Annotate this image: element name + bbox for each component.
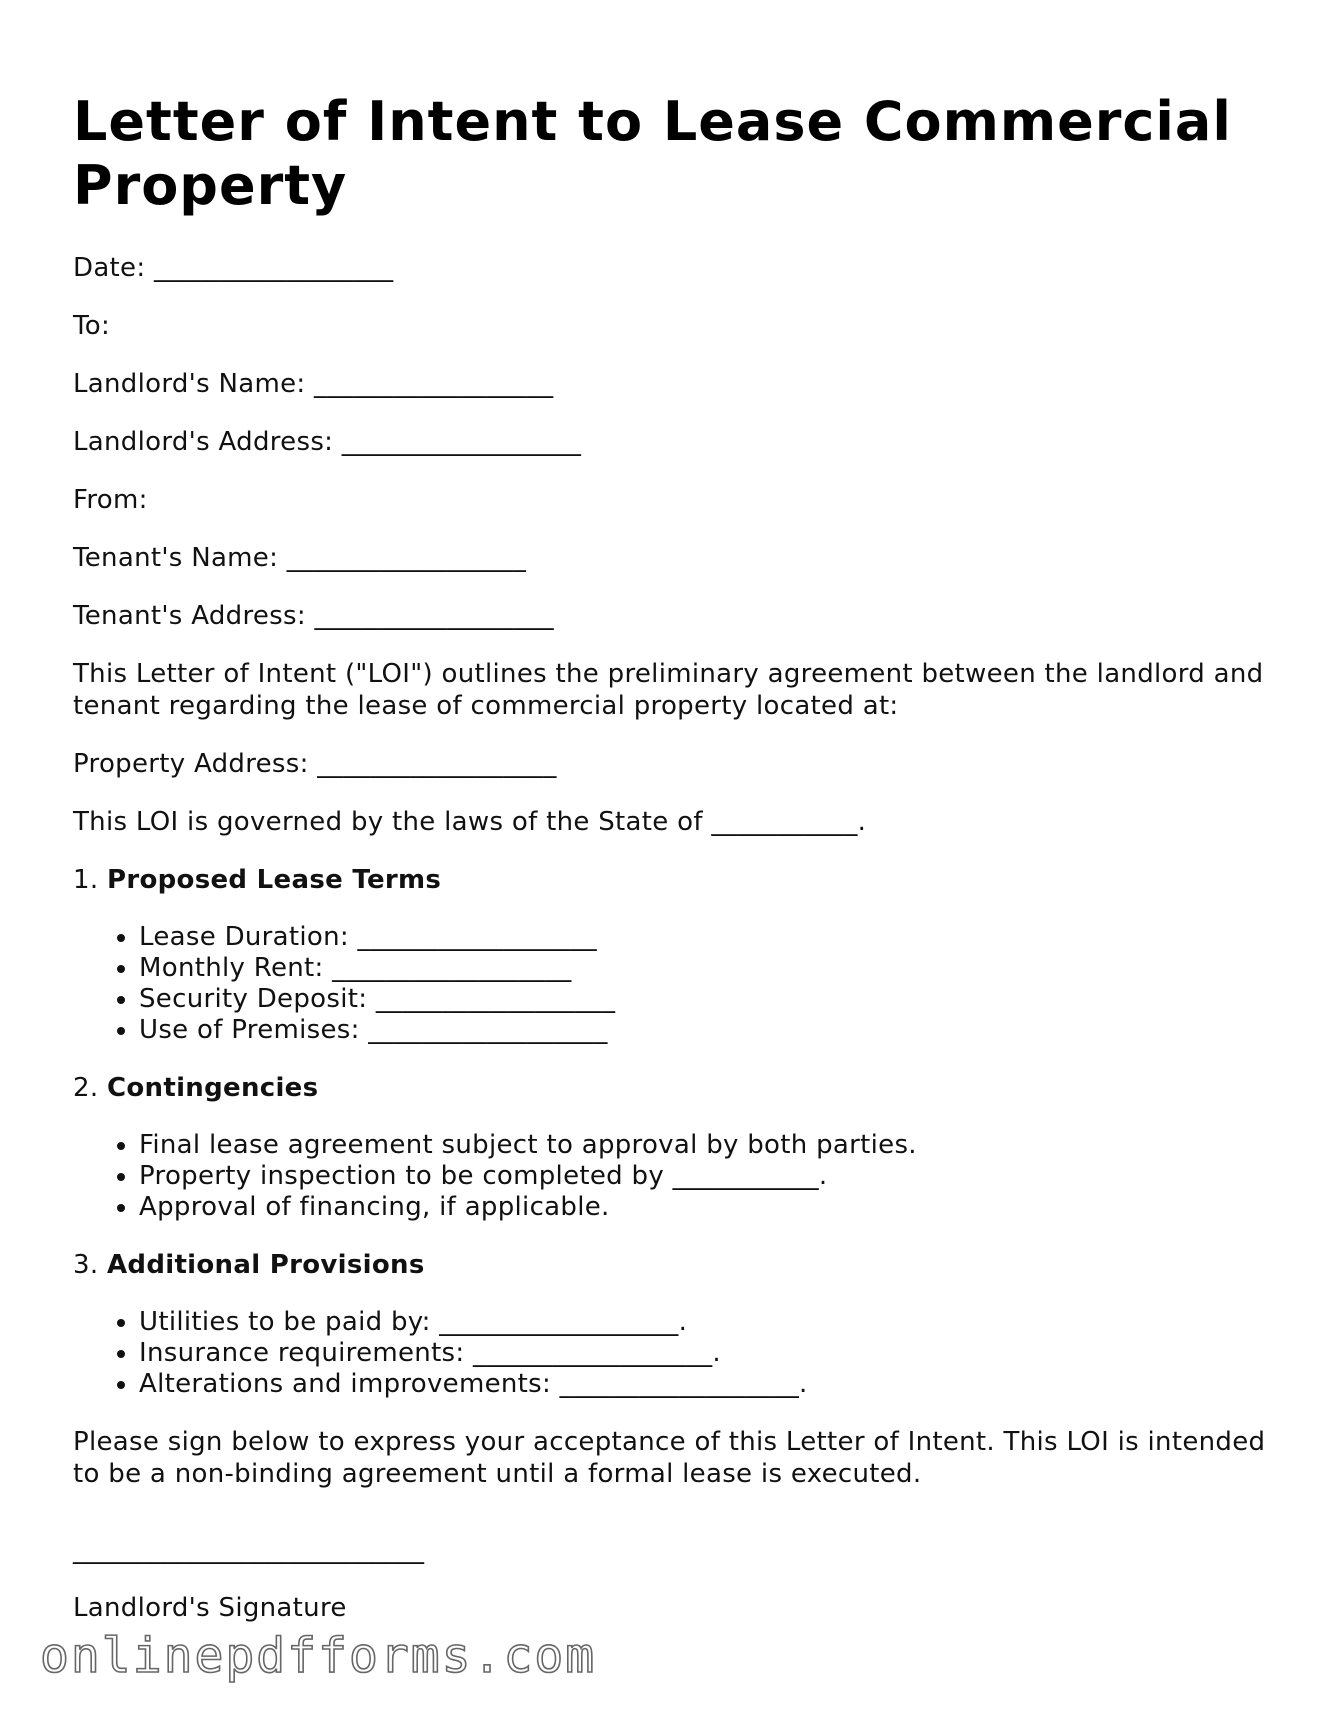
date-field: Date: __________________ bbox=[73, 253, 394, 283]
landlord-signature-line: ___________________________ bbox=[73, 1535, 424, 1565]
property-address-field: Property Address: __________________ bbox=[73, 749, 557, 779]
section-number: 2. bbox=[73, 1073, 99, 1103]
section-number: 3. bbox=[73, 1250, 99, 1280]
section-title: Proposed Lease Terms bbox=[107, 865, 442, 895]
document-page bbox=[73, 90, 1273, 1650]
section-title: Contingencies bbox=[107, 1073, 319, 1103]
list-item: • Insurance requirements: __________________. bbox=[139, 1338, 1273, 1369]
governing-law-line: This LOI is governed by the laws of the State of ___________. bbox=[73, 807, 867, 837]
list-item: • Security Deposit: __________________ bbox=[139, 984, 1273, 1015]
section-heading-lease-terms bbox=[73, 864, 1273, 896]
closing-paragraph: Please sign below to express your acceptance of this Letter of Intent. This LOI is intended to be a non-binding agreement until a formal lease is executed. bbox=[73, 1427, 1266, 1489]
tenant-name-field: Tenant's Name: __________________ bbox=[73, 543, 527, 573]
list-item: • Alterations and improvements: __________________. bbox=[139, 1369, 1273, 1400]
section-number: 1. bbox=[73, 865, 99, 895]
list-item: • Utilities to be paid by: __________________. bbox=[139, 1307, 1273, 1338]
list-item: • Use of Premises: __________________ bbox=[139, 1015, 1273, 1046]
landlord-address-field: Landlord's Address: __________________ bbox=[73, 427, 582, 457]
lease-terms-list bbox=[73, 922, 1273, 1046]
from-label: From: bbox=[73, 485, 148, 515]
list-item: • Lease Duration: __________________ bbox=[139, 922, 1273, 953]
section-heading-contingencies bbox=[73, 1072, 1273, 1104]
landlord-name-field: Landlord's Name: __________________ bbox=[73, 369, 554, 399]
additional-provisions-list bbox=[73, 1307, 1273, 1400]
tenant-address-field: Tenant's Address: __________________ bbox=[73, 601, 554, 631]
landlord-signature-label: Landlord's Signature bbox=[73, 1593, 347, 1623]
section-title: Additional Provisions bbox=[107, 1250, 425, 1280]
intro-paragraph: This Letter of Intent ("LOI") outlines the preliminary agreement between the landlord and tenant regarding the lease of commercial property located at: bbox=[73, 659, 1264, 721]
list-item: • Approval of financing, if applicable. bbox=[139, 1192, 1273, 1223]
site-watermark: onlinepdfforms.com bbox=[40, 1628, 597, 1684]
contingencies-list bbox=[73, 1130, 1273, 1223]
list-item: • Final lease agreement subject to approval by both parties. bbox=[139, 1130, 1273, 1161]
list-item: • Monthly Rent: __________________ bbox=[139, 953, 1273, 984]
document-title: Letter of Intent to Lease Commercial Property bbox=[73, 90, 1232, 217]
section-heading-additional-provisions bbox=[73, 1249, 1273, 1281]
to-label: To: bbox=[73, 311, 111, 341]
list-item: • Property inspection to be completed by ___________. bbox=[139, 1161, 1273, 1192]
